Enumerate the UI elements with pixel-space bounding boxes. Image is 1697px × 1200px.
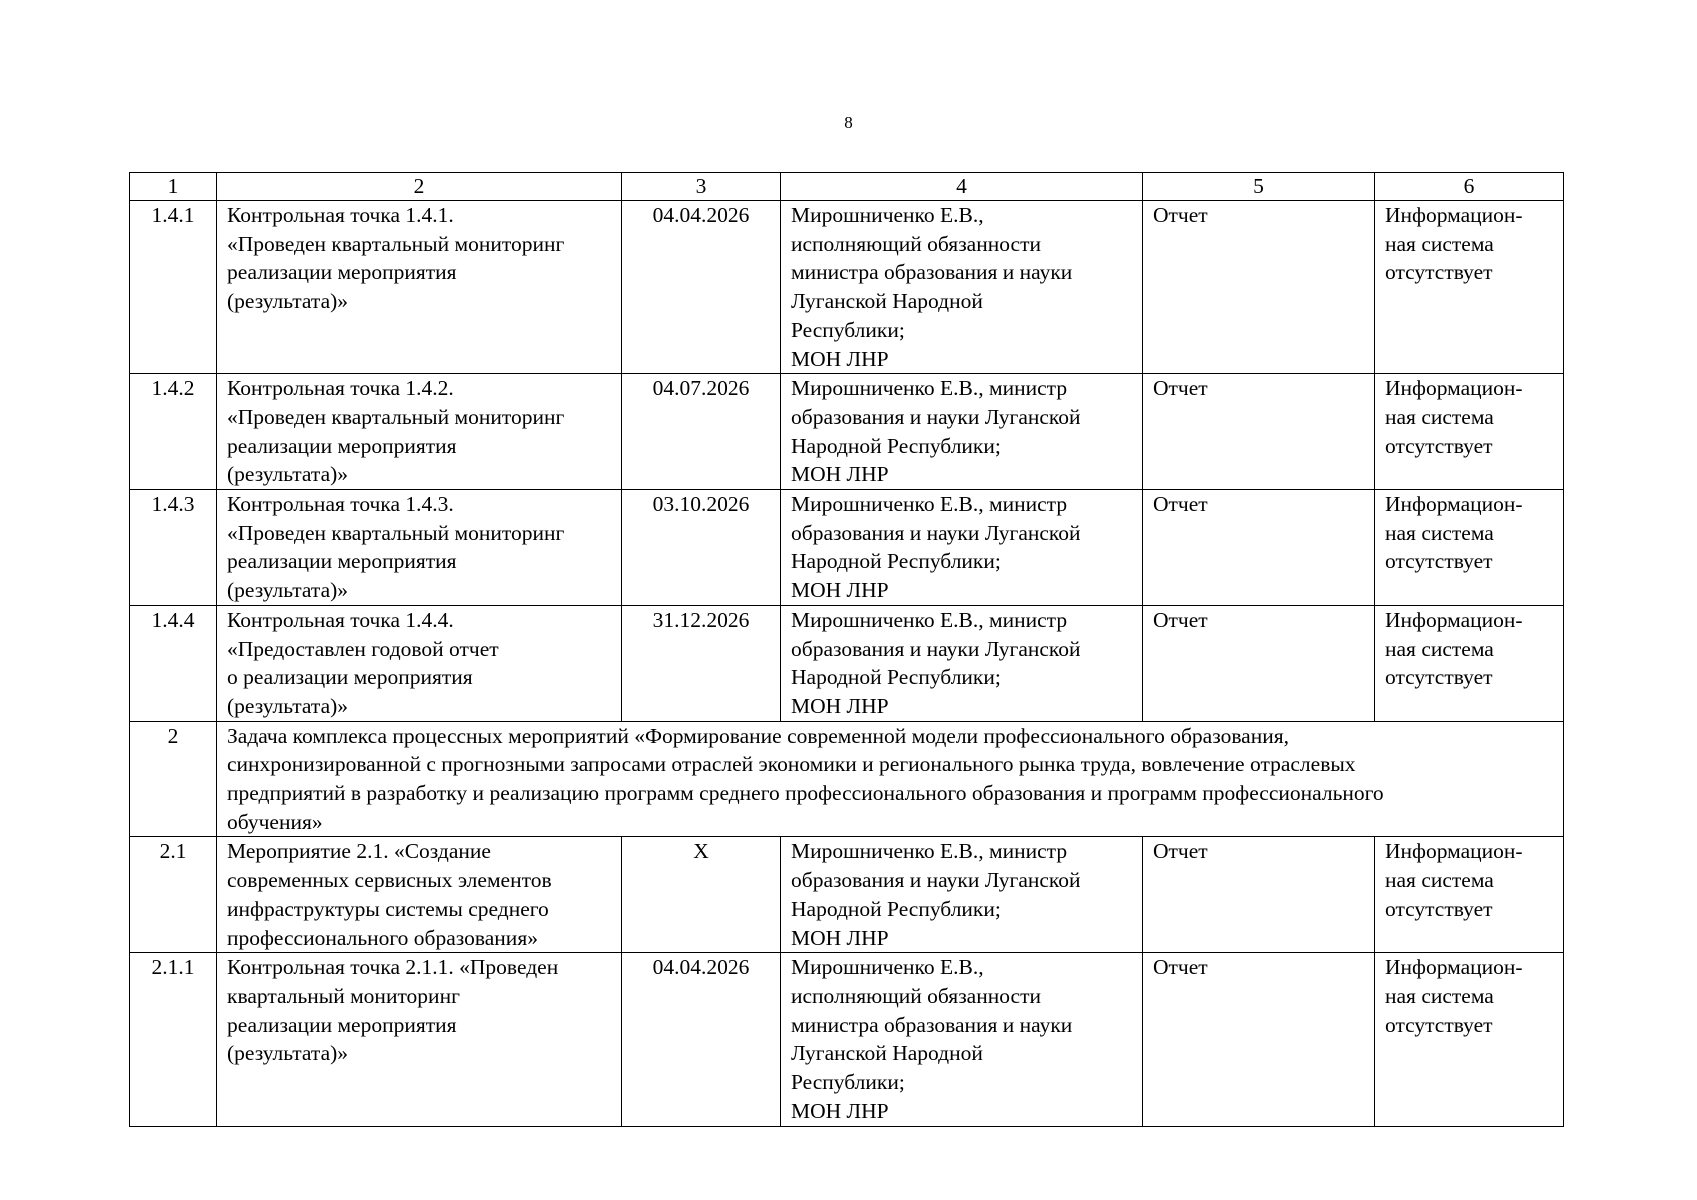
row-document: Отчет [1143,837,1375,953]
row-responsible: Мирошниченко Е.В., исполняющий обязанности министра образования и науки Луганской Народной Республики; МОН ЛНР [781,201,1143,374]
row-date: 04.04.2026 [622,953,781,1126]
task-row [130,721,1564,837]
row-date: Х [622,837,781,953]
row-responsible: Мирошниченко Е.В., министр образования и науки Луганской Народной Республики; МОН ЛНР [781,490,1143,606]
row-document: Отчет [1143,374,1375,490]
column-number-header: 2 [217,173,622,201]
task-number: 2 [130,721,217,837]
row-information-system: Информацион- ная система отсутствует [1375,201,1564,374]
table-row [130,953,1564,1126]
table-row [130,837,1564,953]
table-row [130,374,1564,490]
page-number: 8 [844,113,853,132]
column-number-header: 1 [130,173,217,201]
row-responsible: Мирошниченко Е.В., министр образования и науки Луганской Народной Республики; МОН ЛНР [781,837,1143,953]
row-number: 2.1 [130,837,217,953]
row-responsible: Мирошниченко Е.В., министр образования и науки Луганской Народной Республики; МОН ЛНР [781,605,1143,721]
row-number: 1.4.2 [130,374,217,490]
table-header-row [130,173,1564,201]
table-row [130,201,1564,374]
row-number: 2.1.1 [130,953,217,1126]
row-name: Контрольная точка 1.4.1. «Проведен квартальный мониторинг реализации мероприятия (результата)» [217,201,622,374]
table-row [130,605,1564,721]
row-information-system: Информацион- ная система отсутствует [1375,605,1564,721]
row-document: Отчет [1143,201,1375,374]
row-information-system: Информацион- ная система отсутствует [1375,953,1564,1126]
row-document: Отчет [1143,490,1375,606]
row-information-system: Информацион- ная система отсутствует [1375,374,1564,490]
row-date: 31.12.2026 [622,605,781,721]
row-date: 03.10.2026 [622,490,781,606]
row-information-system: Информацион- ная система отсутствует [1375,490,1564,606]
row-date: 04.04.2026 [622,201,781,374]
row-document: Отчет [1143,953,1375,1126]
row-responsible: Мирошниченко Е.В., исполняющий обязанности министра образования и науки Луганской Народной Республики; МОН ЛНР [781,953,1143,1126]
row-name: Мероприятие 2.1. «Создание современных сервисных элементов инфраструктуры системы среднего профессионального образования» [217,837,622,953]
row-number: 1.4.1 [130,201,217,374]
column-number-header: 6 [1375,173,1564,201]
row-number: 1.4.4 [130,605,217,721]
plan-table [129,172,1564,1127]
row-name: Контрольная точка 1.4.2. «Проведен квартальный мониторинг реализации мероприятия (результата)» [217,374,622,490]
task-text: Задача комплекса процессных мероприятий «Формирование современной модели профессионального образования, синхронизированной с прогнозными запросами отраслей экономики и регионального рынка труда, вовлечение отраслевых предприятий в разработку и реализацию программ среднего профессионального образования и программ профессионального обучения» [217,721,1564,837]
column-number-header: 4 [781,173,1143,201]
table-row [130,490,1564,606]
row-name: Контрольная точка 2.1.1. «Проведен квартальный мониторинг реализации мероприятия (результата)» [217,953,622,1126]
row-date: 04.07.2026 [622,374,781,490]
row-information-system: Информацион- ная система отсутствует [1375,837,1564,953]
row-document: Отчет [1143,605,1375,721]
row-name: Контрольная точка 1.4.4. «Предоставлен годовой отчет о реализации мероприятия (результата)» [217,605,622,721]
row-name: Контрольная точка 1.4.3. «Проведен квартальный мониторинг реализации мероприятия (результата)» [217,490,622,606]
column-number-header: 5 [1143,173,1375,201]
column-number-header: 3 [622,173,781,201]
row-number: 1.4.3 [130,490,217,606]
row-responsible: Мирошниченко Е.В., министр образования и науки Луганской Народной Республики; МОН ЛНР [781,374,1143,490]
